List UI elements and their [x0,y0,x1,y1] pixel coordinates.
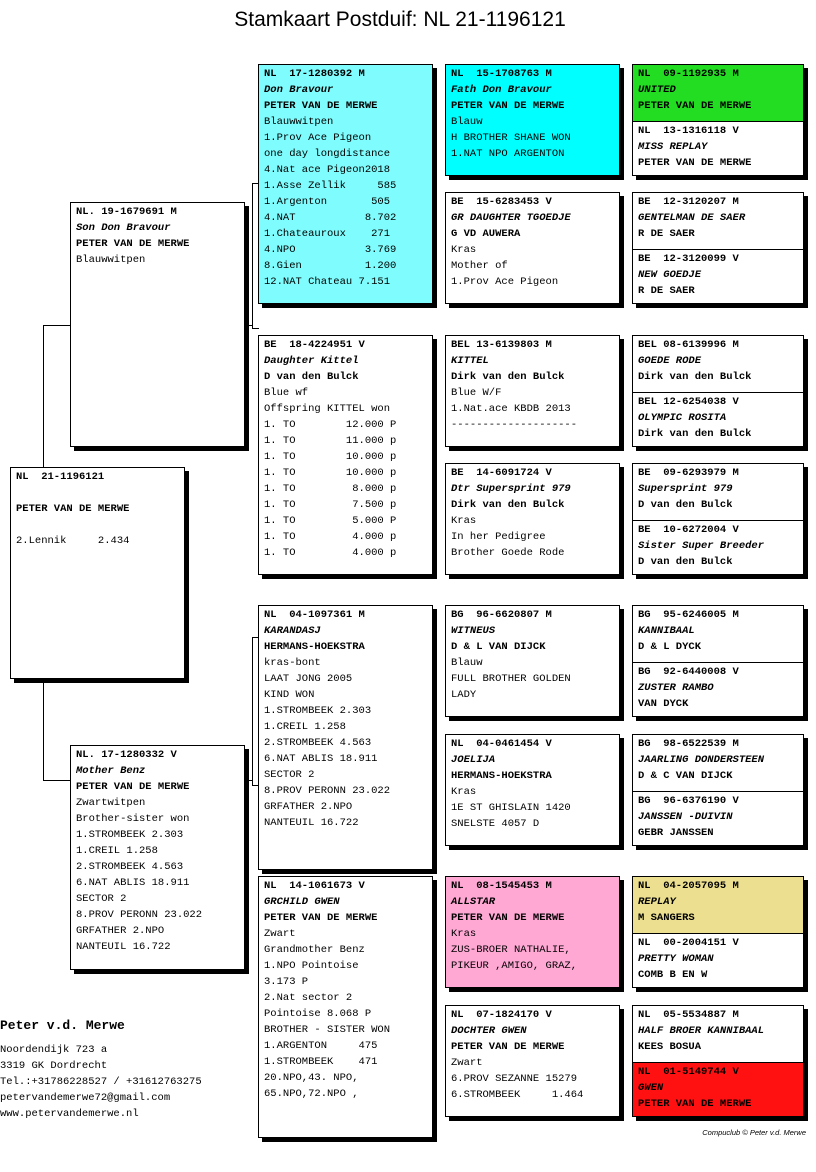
info-line: BROTHER - SISTER WON [264,1024,391,1036]
ring-number: NL 13-1316118 V [638,125,739,137]
owner: D & L DYCK [638,641,702,653]
info-line: 1.NPO Pointoise [264,960,359,972]
info-line: 1.CREIL 1.258 [264,721,346,733]
ring-number: NL 04-0461454 V [451,738,552,750]
info-line: kras-bont [264,657,321,669]
ring-number: NL 14-1061673 V [264,880,365,892]
breeder-contact [0,1018,202,1122]
owner: COMB B EN W [638,969,708,981]
owner: GEBR JANSSEN [638,827,714,839]
owner: PETER VAN DE MERWE [264,912,378,924]
connector [43,780,71,781]
page-title: Stamkaart Postduif: NL 21-1196121 [234,8,566,31]
info-line: 4.NPO 3.769 [264,244,397,256]
pigeon-name: Dtr Supersprint 979 [451,483,571,495]
info-line: Kras [451,515,477,527]
owner: M SANGERS [638,912,695,924]
info-line: 1.NAT NPO ARGENTON [451,148,565,160]
info-line: one day longdistance [264,148,391,160]
info-line: -------------------- [451,419,578,431]
info-line: 65.NPO,72.NPO , [264,1088,359,1100]
ring-number: NL 15-1708763 M [451,68,552,80]
pigeon-card-subject [10,467,185,679]
owner: HERMANS-HOEKSTRA [264,641,365,653]
pigeon-card-pair [632,734,804,846]
owner: Dirk van den Bulck [451,371,565,383]
connector [43,325,44,470]
pigeon-name: Supersprint 979 [638,483,733,495]
info-line: Grandmother Benz [264,944,365,956]
connector [244,325,253,326]
ring-number: NL 17-1280392 M [264,68,365,80]
pigeon-name: JOELIJA [451,754,496,766]
pigeon-card-grandparent [258,605,433,870]
pigeon-name: Son Don Bravour [76,222,171,234]
pigeon-card-great-grandparent [445,876,620,988]
pigeon-card-mother [70,745,245,970]
info-line: 1.STROMBEEK 2.303 [76,829,184,841]
info-line: Pointoise 8.068 P [264,1008,372,1020]
info-line: Blue W/F [451,387,502,399]
pigeon-subcard [633,336,803,392]
info-line: GRFATHER 2.NPO [264,801,353,813]
info-line: NANTEUIL 16.722 [76,941,171,953]
pigeon-card-pair [632,64,804,176]
pigeon-name: KITTEL [451,355,489,367]
connector [252,328,259,329]
owner: PETER VAN DE MERWE [638,100,752,112]
info-line: SNELSTE 4057 D [451,818,540,830]
owner: PETER VAN DE MERWE [638,157,752,169]
info-line: Blauw [451,116,483,128]
info-line: In her Pedigree [451,531,546,543]
ring-number: NL. 17-1280332 V [76,749,177,761]
info-line: NANTEUIL 16.722 [264,817,359,829]
pigeon-card-great-grandparent [445,64,620,176]
pigeon-card-great-grandparent [445,734,620,846]
owner: PETER VAN DE MERWE [264,100,378,112]
info-line: Zwart [264,928,296,940]
ring-number: BG 92-6440008 V [638,666,739,678]
owner: PETER VAN DE MERWE [76,781,190,793]
pigeon-name: KARANDASJ [264,625,321,637]
pigeon-subcard [633,1062,803,1117]
result-line: 2.Lennik 2.434 [16,535,130,547]
info-line: 2.Nat sector 2 [264,992,353,1004]
owner: HERMANS-HOEKSTRA [451,770,552,782]
pigeon-name: MISS REPLAY [638,141,708,153]
pigeon-name: KANNIBAAL [638,625,695,637]
owner: PETER VAN DE MERWE [76,238,190,250]
info-line: 1.Prov Ace Pigeon [451,276,559,288]
owner: D van den Bulck [638,556,733,568]
pigeon-name: ZUSTER RAMBO [638,682,714,694]
pigeon-subcard [633,121,803,176]
info-line: 3.173 P [264,976,309,988]
info-line: Offspring KITTEL won [264,403,391,415]
info-line: 1. TO 5.000 P [264,515,397,527]
owner: PETER VAN DE MERWE [451,100,565,112]
pigeon-name: UNITED [638,84,676,96]
ring-number: NL 05-5534887 M [638,1009,739,1021]
pigeon-subcard [633,791,803,846]
owner: D van den Bulck [264,371,359,383]
pigeon-card-great-grandparent [445,1005,620,1117]
info-line: 1. TO 10.000 p [264,467,397,479]
owner: KEES BOSUA [638,1041,702,1053]
info-line: 1. TO 11.000 p [264,435,397,447]
info-line: Brother Goede Rode [451,547,565,559]
info-line: LADY [451,689,477,701]
ring-number: BG 96-6620807 M [451,609,552,621]
info-line: 4.Nat ace Pigeon2018 [264,164,391,176]
owner: PETER VAN DE MERWE [16,503,130,515]
info-line: Mother of [451,260,508,272]
pigeon-name: JAARLING DONDERSTEEN [638,754,765,766]
pigeon-name: PRETTY WOMAN [638,953,714,965]
pigeon-name: NEW GOEDJE [638,269,702,281]
pigeon-name: GR DAUGHTER TGOEDJE [451,212,571,224]
pigeon-name: GENTELMAN DE SAER [638,212,746,224]
owner: VAN DYCK [638,698,689,710]
credit-text: Compuclub © Peter v.d. Merwe [702,1128,806,1137]
info-line: 4.NAT 8.702 [264,212,397,224]
pigeon-name: Mother Benz [76,765,146,777]
info-line: 1.Argenton 505 [264,196,391,208]
info-line: 1. TO 4.000 p [264,547,397,559]
pigeon-name: JANSSEN -DUIVIN [638,811,733,823]
pigeon-card-father [70,202,245,447]
info-line: SECTOR 2 [76,893,127,905]
info-line: LAAT JONG 2005 [264,673,353,685]
pigeon-subcard [633,193,803,249]
pigeon-subcard [633,877,803,933]
ring-number: BE 18-4224951 V [264,339,365,351]
info-line: 1. TO 7.500 p [264,499,397,511]
ring-number: BG 98-6522539 M [638,738,739,750]
ring-number: NL 04-1097361 M [264,609,365,621]
info-line: 1.STROMBEEK 471 [264,1056,378,1068]
info-line: FULL BROTHER GOLDEN [451,673,571,685]
info-line: Blauw [451,657,483,669]
info-line: 6.NAT ABLIS 18.911 [76,877,190,889]
connector [43,680,44,780]
ring-number: BE 12-3120207 M [638,196,739,208]
info-line: Zwartwitpen [76,797,146,809]
pigeon-card-pair [632,463,804,575]
pigeon-card-grandparent [258,876,433,1138]
pigeon-card-great-grandparent [445,335,620,447]
pigeon-name: Daughter Kittel [264,355,359,367]
pigeon-name: GOEDE RODE [638,355,702,367]
info-line: 1.ARGENTON 475 [264,1040,378,1052]
owner: PETER VAN DE MERWE [638,1098,752,1110]
owner: D & C VAN DIJCK [638,770,733,782]
owner: PETER VAN DE MERWE [451,1041,565,1053]
info-line: Blauwwitpen [264,116,334,128]
pigeon-name: GRCHILD GWEN [264,896,340,908]
pigeon-subcard [633,933,803,988]
ring-number: BE 10-6272004 V [638,524,739,536]
pigeon-name: DOCHTER GWEN [451,1025,527,1037]
ring-number: BE 12-3120099 V [638,253,739,265]
ring-number: NL 09-1192935 M [638,68,739,80]
info-line: Blauwwitpen [76,254,146,266]
info-line: GRFATHER 2.NPO [76,925,165,937]
owner: D & L VAN DIJCK [451,641,546,653]
info-line: Kras [451,786,477,798]
info-line: 8.PROV PERONN 23.022 [76,909,203,921]
owner: D van den Bulck [638,499,733,511]
info-line: 1.CREIL 1.258 [76,845,158,857]
info-line: 2.STROMBEEK 4.563 [264,737,372,749]
info-line: SECTOR 2 [264,769,315,781]
pigeon-subcard [633,662,803,717]
info-line: 1.Prov Ace Pigeon [264,132,372,144]
pigeon-card-great-grandparent [445,605,620,717]
ring-number: BG 95-6246005 M [638,609,739,621]
connector [43,325,71,326]
info-line: Brother-sister won [76,813,190,825]
pigeon-subcard [633,249,803,304]
info-line: H BROTHER SHANE WON [451,132,571,144]
info-line: 6.STROMBEEK 1.464 [451,1089,584,1101]
info-line: 2.STROMBEEK 4.563 [76,861,184,873]
ring-number: BEL 13-6139803 M [451,339,552,351]
pigeon-card-pair [632,605,804,717]
owner: Dirk van den Bulck [451,499,565,511]
info-line: 1E ST GHISLAIN 1420 [451,802,571,814]
ring-number: NL 08-1545453 M [451,880,552,892]
pigeon-card-grandparent [258,64,433,304]
pigeon-name: WITNEUS [451,625,496,637]
info-line: Kras [451,928,477,940]
ring-number: BEL 08-6139996 M [638,339,739,351]
pigeon-subcard [633,392,803,447]
info-line: 8.PROV PERONN 23.022 [264,785,391,797]
pigeon-name: HALF BROER KANNIBAAL [638,1025,765,1037]
owner: R DE SAER [638,228,695,240]
pigeon-card-grandparent [258,335,433,575]
pigeon-name: OLYMPIC ROSITA [638,412,727,424]
ring-number: NL 00-2004151 V [638,937,739,949]
info-line: 6.PROV SEZANNE 15279 [451,1073,578,1085]
info-line: Zwart [451,1057,483,1069]
info-line: 1. TO 10.000 p [264,451,397,463]
website-line: www.petervandemerwe.nl [0,1108,139,1120]
pigeon-card-pair [632,335,804,447]
owner: G VD AUWERA [451,228,521,240]
info-line: 1.Chateauroux 271 [264,228,391,240]
pigeon-card-pair [632,1005,804,1117]
ring-number: NL 01-5149744 V [638,1066,739,1078]
info-line: 6.NAT ABLIS 18.911 [264,753,378,765]
pigeon-name: Don Bravour [264,84,334,96]
phone-line: Tel.:+31786228527 / +31612763275 [0,1076,202,1088]
ring-number: NL 21-1196121 [16,471,105,483]
pigeon-name: Fath Don Bravour [451,84,552,96]
owner: Dirk van den Bulck [638,428,752,440]
ring-number: NL 04-2057095 M [638,880,739,892]
ring-number: BE 14-6091724 V [451,467,552,479]
breeder-name: Peter v.d. Merwe [0,1018,125,1033]
info-line: 20.NPO,43. NPO, [264,1072,359,1084]
ring-number: NL 07-1824170 V [451,1009,552,1021]
address-line: 3319 GK Dordrecht [0,1060,108,1072]
info-line: 12.NAT Chateau 7.151 [264,276,391,288]
ring-number: BE 09-6293979 M [638,467,739,479]
info-line: 1.Nat.ace KBDB 2013 [451,403,571,415]
info-line: 1. TO 8.000 p [264,483,397,495]
info-line: Kras [451,244,477,256]
connector [252,183,253,328]
connector [244,780,253,781]
ring-number: BEL 12-6254038 V [638,396,739,408]
info-line: 1. TO 12.000 P [264,419,397,431]
email-line: petervandemerwe72@gmail.com [0,1092,171,1104]
pigeon-name: GWEN [638,1082,664,1094]
info-line: KIND WON [264,689,315,701]
info-line: Blue wf [264,387,309,399]
pigeon-card-pair [632,876,804,988]
pigeon-name: REPLAY [638,896,676,908]
info-line: 1.Asse Zellik 585 [264,180,397,192]
info-line: 1. TO 4.000 p [264,531,397,543]
pigeon-subcard [633,735,803,791]
owner: Dirk van den Bulck [638,371,752,383]
pigeon-subcard [633,1006,803,1062]
info-line: 1.STROMBEEK 2.303 [264,705,372,717]
pigeon-name: Sister Super Breeder [638,540,765,552]
info-line: 8.Gien 1.200 [264,260,397,272]
connector [252,637,253,785]
pigeon-card-great-grandparent [445,192,620,304]
pigeon-subcard [633,464,803,520]
info-line: PIKEUR ,AMIGO, GRAZ, [451,960,578,972]
pigeon-card-pair [632,192,804,304]
pigeon-subcard [633,65,803,121]
ring-number: BG 96-6376190 V [638,795,739,807]
owner: R DE SAER [638,285,695,297]
info-line: ZUS-BROER NATHALIE, [451,944,571,956]
owner: PETER VAN DE MERWE [451,912,565,924]
ring-number: BE 15-6283453 V [451,196,552,208]
pigeon-subcard [633,606,803,662]
ring-number: NL. 19-1679691 M [76,206,177,218]
address-line: Noordendijk 723 a [0,1044,108,1056]
pigeon-name: ALLSTAR [451,896,496,908]
pigeon-card-great-grandparent [445,463,620,575]
pigeon-subcard [633,520,803,575]
